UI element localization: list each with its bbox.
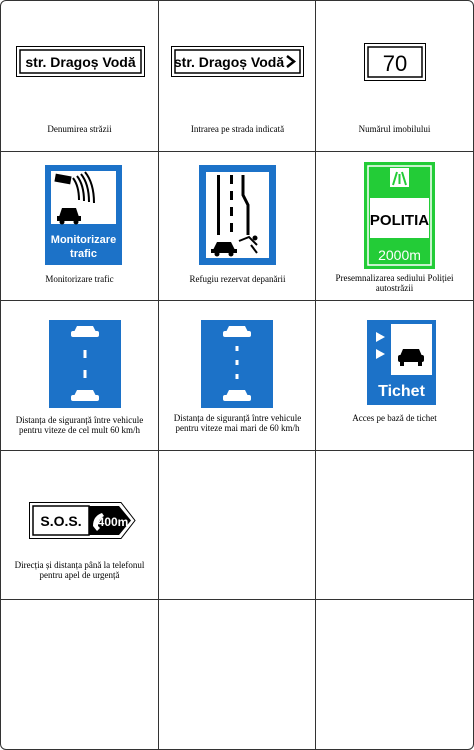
cell-ticket-access (316, 301, 473, 450)
lane-marking (236, 374, 239, 379)
caption-traffic-monitor: Monitorizare trafic (45, 274, 114, 284)
signs-table (1, 1, 473, 749)
cell-safety-60-more (159, 301, 316, 450)
safety-distance-over-60-sign (201, 320, 273, 408)
cell-sos-phone (1, 451, 158, 600)
cell-street-name (1, 1, 158, 150)
street-entry-text: str. Dragoș Vodă (173, 54, 285, 70)
ticket-label: Tichet (378, 383, 425, 400)
caption-house-number: Numărul imobilului (358, 124, 431, 134)
caption-safety-60-min: Distanța de siguranță între vehicule pentru viteze de cel mult 60 km/h (15, 415, 144, 435)
caption-street-name: Denumirea străzii (47, 124, 112, 134)
caption-street-entry: Intrarea pe strada indicată (190, 124, 285, 134)
lane-marking (84, 350, 87, 358)
breakdown-refuge-sign (199, 165, 276, 265)
lane-marking (236, 360, 239, 365)
house-number-text: 70 (382, 51, 408, 76)
police-seat-sign (364, 162, 435, 269)
street-entry-sign (171, 46, 304, 77)
police-title: POLITIA (369, 212, 430, 229)
caption-sos-phone: Direcția și distanța până la telefonul pentru apel de urgență (14, 560, 145, 580)
police-distance: 2000m (378, 247, 421, 263)
caption-breakdown-refuge: Refugiu rezervat depanării (189, 274, 286, 284)
cell-breakdown-refuge (159, 152, 316, 301)
street-name-sign (16, 46, 145, 77)
cell-police-seat (316, 152, 473, 301)
cell-traffic-monitor (1, 152, 158, 301)
street-name-text: str. Dragoș Vodă (25, 54, 136, 70)
cell-house-number (316, 1, 473, 150)
caption-ticket-access: Acces pe bază de tichet (352, 413, 437, 423)
lane-marking (84, 370, 87, 378)
traffic-monitor-line2: trafic (70, 248, 97, 260)
cell-street-entry (159, 1, 316, 150)
sos-phone-sign (29, 502, 136, 539)
sos-distance: 400m (97, 515, 129, 529)
house-number-sign (364, 43, 426, 81)
traffic-monitor-sign (45, 165, 122, 265)
ticket-access-sign (367, 320, 436, 405)
safety-distance-60-sign (49, 320, 121, 408)
lane-marking (236, 346, 239, 351)
traffic-monitor-line1: Monitorizare (50, 234, 117, 246)
cell-safety-60-min (1, 301, 158, 450)
sos-text: S.O.S. (40, 513, 82, 529)
caption-safety-60-more: Distanța de siguranță între vehicule pentru viteze mai mari de 60 km/h (173, 413, 302, 433)
caption-police-seat: Presemnalizarea sediului Poliției autostrăzii (335, 273, 454, 293)
